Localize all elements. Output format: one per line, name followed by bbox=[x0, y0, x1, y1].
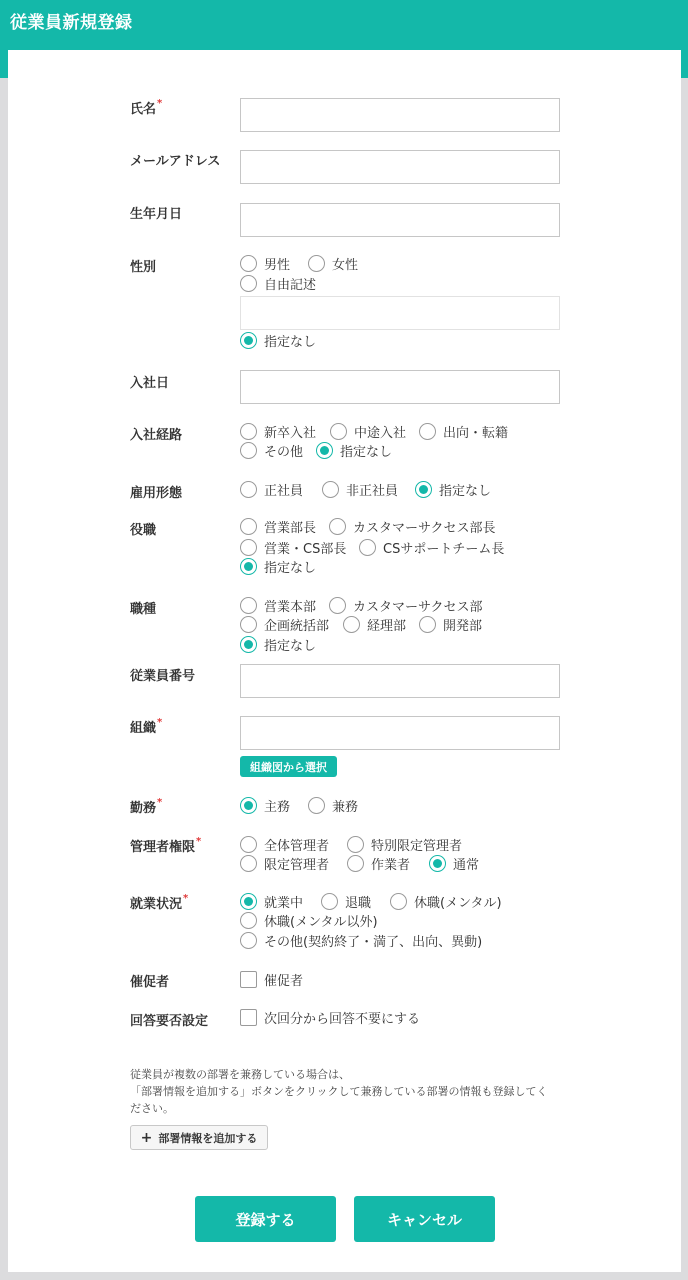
submit-button[interactable]: 登録する bbox=[195, 1196, 336, 1242]
email-input[interactable] bbox=[240, 150, 560, 184]
gender-option-free[interactable]: 自由記述 bbox=[240, 274, 316, 292]
radio-button[interactable] bbox=[359, 539, 376, 556]
admin-option-full[interactable]: 全体管理者 bbox=[240, 835, 329, 853]
radio-button[interactable] bbox=[240, 912, 257, 929]
radio-button[interactable] bbox=[330, 423, 347, 440]
note-line-2: 「部署情報を追加する」ボタンをクリックして兼務している部署の情報も登録してく bbox=[130, 1085, 548, 1098]
radio-button-selected[interactable] bbox=[240, 893, 257, 910]
join-date-input[interactable] bbox=[240, 370, 560, 404]
status-option-leave-other[interactable]: 休職(メンタル以外) bbox=[240, 911, 378, 929]
radio-button[interactable] bbox=[240, 836, 257, 853]
cancel-button[interactable]: キャンセル bbox=[354, 1196, 495, 1242]
radio-button[interactable] bbox=[240, 442, 257, 459]
reminder-checkbox-option[interactable]: 催促者 bbox=[240, 970, 303, 988]
required-mark: * bbox=[157, 717, 163, 728]
radio-button-selected[interactable] bbox=[240, 636, 257, 653]
radio-button[interactable] bbox=[240, 255, 257, 272]
answer-setting-checkbox-option[interactable]: 次回分から回答不要にする bbox=[240, 1008, 420, 1026]
radio-button[interactable] bbox=[321, 893, 338, 910]
join-route-option-new-grad[interactable]: 新卒入社 bbox=[240, 422, 316, 440]
status-option-other[interactable]: その他(契約終了・満了、出向、異動) bbox=[240, 931, 482, 949]
employment-option-non-regular[interactable]: 非正社員 bbox=[322, 480, 398, 498]
radio-button[interactable] bbox=[240, 481, 257, 498]
checkbox[interactable] bbox=[240, 971, 257, 988]
radio-button[interactable] bbox=[240, 597, 257, 614]
status-option-retired[interactable]: 退職 bbox=[321, 892, 371, 910]
radio-button[interactable] bbox=[329, 518, 346, 535]
position-option-cs-support-lead[interactable]: CSサポートチーム長 bbox=[359, 538, 504, 556]
join-date-label: 入社日 bbox=[130, 376, 170, 391]
gender-label: 性別 bbox=[130, 260, 157, 275]
organization-input[interactable] bbox=[240, 716, 560, 750]
join-route-option-other[interactable]: その他 bbox=[240, 441, 303, 459]
admin-option-special-limited[interactable]: 特別限定管理者 bbox=[347, 835, 462, 853]
job-option-planning[interactable]: 企画統括部 bbox=[240, 615, 329, 633]
radio-button[interactable] bbox=[308, 797, 325, 814]
birthday-label: 生年月日 bbox=[130, 207, 183, 222]
status-option-leave-mental[interactable]: 休職(メンタル) bbox=[390, 892, 502, 910]
radio-button-selected[interactable] bbox=[429, 855, 446, 872]
employment-option-none[interactable]: 指定なし bbox=[415, 480, 491, 498]
radio-button[interactable] bbox=[419, 616, 436, 633]
plus-icon: + bbox=[140, 1129, 153, 1146]
job-option-cs-dept[interactable]: カスタマーサクセス部 bbox=[329, 596, 482, 614]
note-line-1: 従業員が複数の部署を兼務している場合は、 bbox=[130, 1068, 350, 1081]
admin-option-limited[interactable]: 限定管理者 bbox=[240, 854, 329, 872]
org-chart-select-button[interactable]: 組織図から選択 bbox=[240, 756, 337, 777]
job-type-label: 職種 bbox=[130, 602, 157, 617]
radio-button[interactable] bbox=[240, 423, 257, 440]
required-mark: * bbox=[183, 893, 189, 904]
job-option-sales-hq[interactable]: 営業本部 bbox=[240, 596, 316, 614]
gender-free-input[interactable] bbox=[240, 296, 560, 330]
radio-button[interactable] bbox=[240, 932, 257, 949]
gender-option-none[interactable]: 指定なし bbox=[240, 331, 316, 349]
note-line-3: ださい。 bbox=[130, 1102, 174, 1115]
email-label: メールアドレス bbox=[130, 154, 221, 169]
join-route-label: 入社経路 bbox=[130, 428, 183, 443]
radio-button[interactable] bbox=[419, 423, 436, 440]
employee-number-input[interactable] bbox=[240, 664, 560, 698]
required-mark: * bbox=[196, 836, 202, 847]
radio-button[interactable] bbox=[329, 597, 346, 614]
checkbox[interactable] bbox=[240, 1009, 257, 1026]
job-option-none[interactable]: 指定なし bbox=[240, 635, 316, 653]
radio-button-selected[interactable] bbox=[240, 558, 257, 575]
employment-option-regular[interactable]: 正社員 bbox=[240, 480, 303, 498]
job-option-accounting[interactable]: 経理部 bbox=[343, 615, 406, 633]
radio-button[interactable] bbox=[240, 539, 257, 556]
birthday-input[interactable] bbox=[240, 203, 560, 237]
name-label: 氏名* bbox=[130, 98, 163, 117]
admin-option-normal[interactable]: 通常 bbox=[429, 854, 479, 872]
add-department-button[interactable]: + 部署情報を追加する bbox=[130, 1125, 268, 1150]
required-mark: * bbox=[157, 98, 163, 109]
radio-button[interactable] bbox=[390, 893, 407, 910]
employee-number-label: 従業員番号 bbox=[130, 669, 196, 684]
work-option-main[interactable]: 主務 bbox=[240, 796, 290, 814]
job-option-development[interactable]: 開発部 bbox=[419, 615, 482, 633]
admin-option-worker[interactable]: 作業者 bbox=[347, 854, 410, 872]
reminder-label: 催促者 bbox=[130, 975, 170, 990]
position-option-cs-manager[interactable]: カスタマーサクセス部長 bbox=[329, 517, 495, 535]
required-mark: * bbox=[157, 797, 163, 808]
position-option-sales-cs-manager[interactable]: 営業・CS部長 bbox=[240, 538, 346, 556]
page-title: 従業員新規登録 bbox=[10, 13, 133, 33]
work-status-label: 就業状況* bbox=[130, 893, 189, 912]
radio-button[interactable] bbox=[308, 255, 325, 272]
answer-setting-label: 回答要否設定 bbox=[130, 1014, 209, 1029]
radio-button[interactable] bbox=[347, 836, 364, 853]
work-label: 勤務* bbox=[130, 797, 163, 816]
radio-button[interactable] bbox=[322, 481, 339, 498]
radio-button-selected[interactable] bbox=[240, 332, 257, 349]
name-input[interactable] bbox=[240, 98, 560, 132]
radio-button-selected[interactable] bbox=[415, 481, 432, 498]
status-option-employed[interactable]: 就業中 bbox=[240, 892, 303, 910]
work-option-concurrent[interactable]: 兼務 bbox=[308, 796, 358, 814]
position-option-sales-manager[interactable]: 営業部長 bbox=[240, 517, 316, 535]
join-route-option-none[interactable]: 指定なし bbox=[316, 441, 392, 459]
radio-button-selected[interactable] bbox=[240, 797, 257, 814]
radio-button[interactable] bbox=[240, 518, 257, 535]
radio-button[interactable] bbox=[343, 616, 360, 633]
radio-button[interactable] bbox=[240, 616, 257, 633]
join-route-option-transfer[interactable]: 出向・転籍 bbox=[419, 422, 508, 440]
radio-button[interactable] bbox=[240, 855, 257, 872]
position-option-none[interactable]: 指定なし bbox=[240, 557, 316, 575]
gender-option-female[interactable]: 女性 bbox=[308, 254, 358, 272]
organization-label: 組織* bbox=[130, 717, 163, 736]
admin-role-label: 管理者権限* bbox=[130, 836, 202, 855]
position-label: 役職 bbox=[130, 523, 157, 538]
employment-type-label: 雇用形態 bbox=[130, 486, 183, 501]
join-route-option-mid-career[interactable]: 中途入社 bbox=[330, 422, 406, 440]
radio-button[interactable] bbox=[347, 855, 364, 872]
radio-button[interactable] bbox=[240, 275, 257, 292]
radio-button-selected[interactable] bbox=[316, 442, 333, 459]
gender-option-male[interactable]: 男性 bbox=[240, 254, 290, 272]
